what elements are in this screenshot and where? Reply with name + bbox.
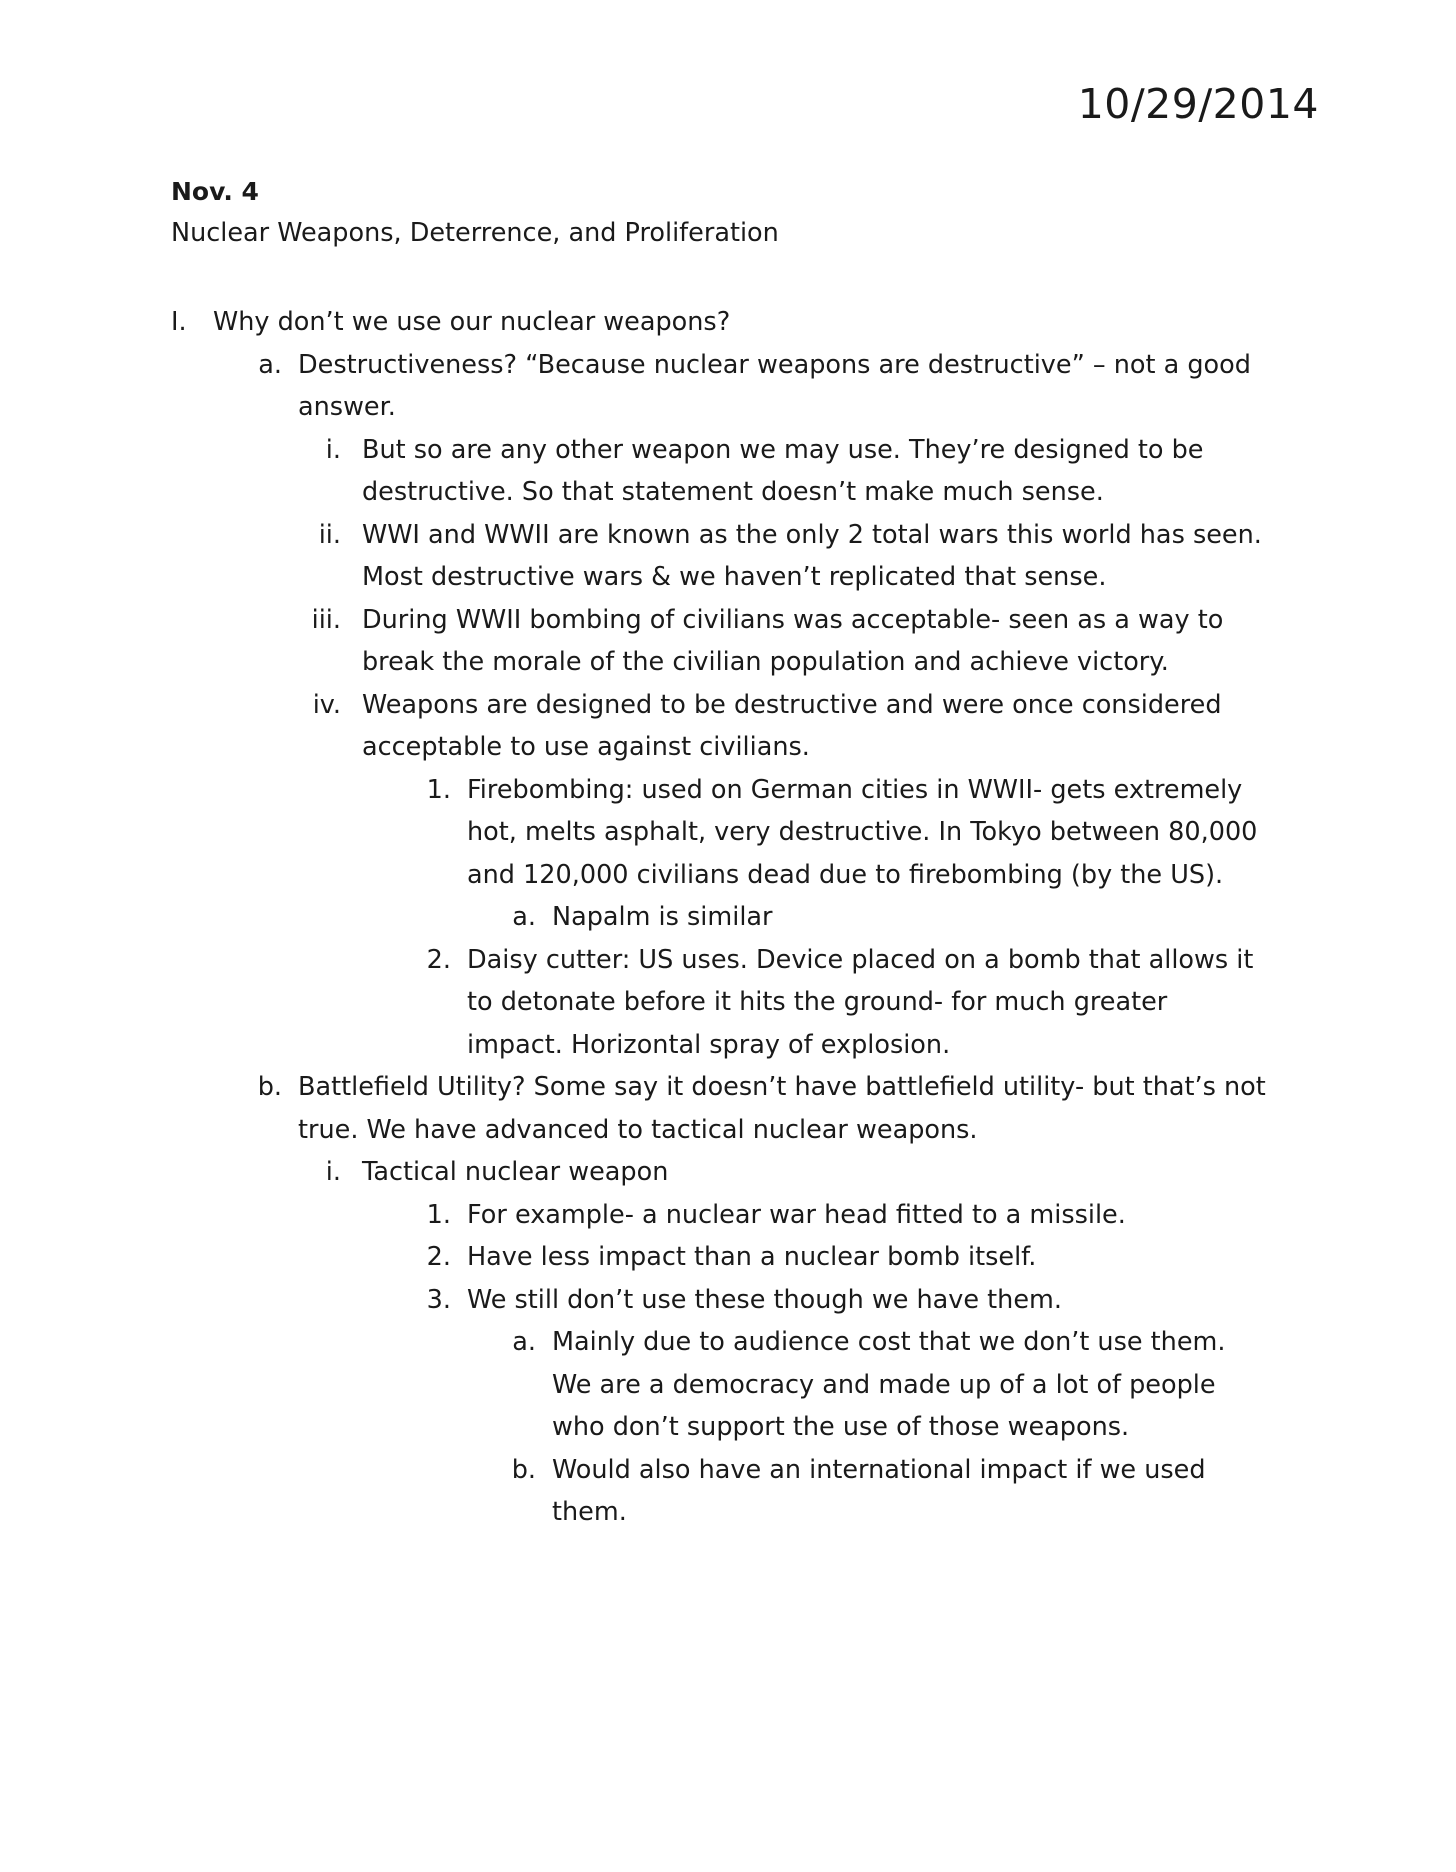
outline-text: During WWII bombing of civilians was acceptable- seen as a way to break the morale of the civilian population and achieve victory. bbox=[362, 604, 1224, 677]
outline-item bbox=[0, 769, 1456, 897]
outline-item bbox=[0, 1194, 1456, 1237]
lecture-title: Nuclear Weapons, Deterrence, and Proliferation bbox=[171, 218, 779, 248]
outline-item bbox=[0, 684, 1456, 769]
outline-marker: 2. bbox=[426, 944, 451, 975]
outline-item bbox=[0, 1066, 1456, 1151]
outline-item bbox=[0, 1236, 1456, 1279]
outline-marker: I. bbox=[171, 307, 187, 337]
outline-item bbox=[0, 1449, 1456, 1534]
outline-marker: iii. bbox=[311, 604, 341, 635]
outline-item bbox=[0, 599, 1456, 684]
outline-marker: a. bbox=[512, 902, 536, 932]
outline-item bbox=[0, 896, 1456, 939]
outline-marker: a. bbox=[258, 349, 282, 380]
outline-text: Have less impact than a nuclear bomb itself. bbox=[467, 1242, 1037, 1272]
outline-marker: 1. bbox=[426, 1199, 451, 1230]
outline-text: WWI and WWII are known as the only 2 total wars this world has seen. Most destructive wars & we haven’t replicated that sense. bbox=[362, 519, 1262, 592]
outline-marker: 3. bbox=[426, 1284, 451, 1315]
outline-text: Would also have an international impact if we used them. bbox=[552, 1454, 1206, 1527]
outline-marker: b. bbox=[257, 1072, 282, 1102]
outline-text: Battlefield Utility? Some say it doesn’t have battlefield utility- but that’s not true. We have advanced to tactical nuclear weapons. bbox=[298, 1072, 1266, 1145]
notes-outline bbox=[0, 301, 1456, 1534]
outline-text: Weapons are designed to be destructive and were once considered acceptable to use against civilians. bbox=[362, 689, 1222, 762]
outline-item bbox=[0, 301, 1456, 344]
header-date: 10/29/2014 bbox=[1077, 80, 1319, 128]
outline-text: Destructiveness? “Because nuclear weapons are destructive” – not a good answer. bbox=[298, 349, 1251, 422]
outline-text: Napalm is similar bbox=[552, 902, 773, 932]
outline-item bbox=[0, 429, 1456, 514]
outline-marker: iv. bbox=[312, 689, 341, 720]
outline-text: Firebombing: used on German cities in WWII- gets extremely hot, melts asphalt, very destructive. In Tokyo between 80,000 and 120,000 civilians dead due to firebombing (by the US). bbox=[467, 774, 1258, 890]
outline-item bbox=[0, 939, 1456, 1067]
outline-text: But so are any other weapon we may use. They’re designed to be destructive. So that statement doesn’t make much sense. bbox=[362, 434, 1204, 507]
outline-marker: i. bbox=[325, 434, 341, 465]
outline-marker: 2. bbox=[426, 1242, 451, 1272]
outline-marker: b. bbox=[511, 1454, 536, 1485]
outline-text: We still don’t use these though we have them. bbox=[467, 1284, 1062, 1315]
outline-item bbox=[0, 514, 1456, 599]
outline-marker: ii. bbox=[318, 519, 341, 550]
outline-text: For example- a nuclear war head fitted to a missile. bbox=[467, 1199, 1126, 1230]
outline-marker: 1. bbox=[426, 774, 451, 805]
lecture-date-heading: Nov. 4 bbox=[171, 177, 259, 206]
outline-item bbox=[0, 1151, 1456, 1194]
outline-text: Tactical nuclear weapon bbox=[362, 1157, 669, 1187]
outline-text: Why don’t we use our nuclear weapons? bbox=[213, 307, 731, 337]
outline-text: Daisy cutter: US uses. Device placed on a bomb that allows it to detonate before it hits the ground- for much greater impact. Horizontal spray of explosion. bbox=[467, 944, 1254, 1060]
outline-item bbox=[0, 1321, 1456, 1449]
outline-item bbox=[0, 1279, 1456, 1322]
outline-item bbox=[0, 344, 1456, 429]
outline-text: Mainly due to audience cost that we don’t use them. We are a democracy and made up of a lot of people who don’t support the use of those weapons. bbox=[552, 1327, 1226, 1442]
outline-marker: i. bbox=[325, 1157, 341, 1187]
outline-marker: a. bbox=[512, 1327, 536, 1357]
